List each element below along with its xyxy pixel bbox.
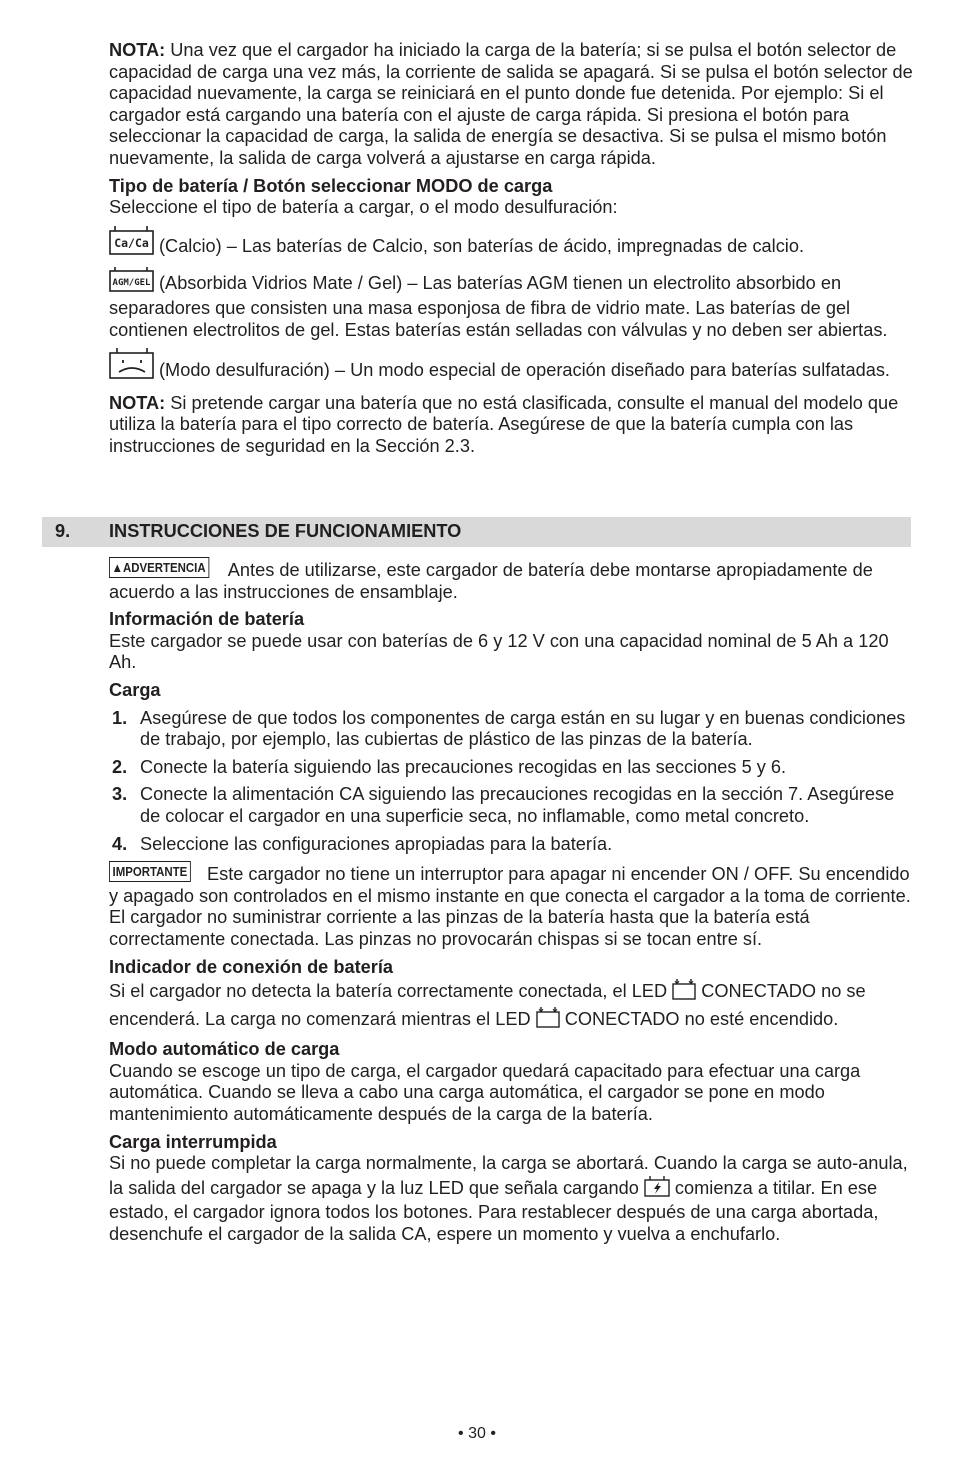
step-number: 2. xyxy=(112,756,128,777)
step-text: Conecte la batería siguiendo las precauciones recogidas en las secciones 5 y 6. xyxy=(140,756,787,777)
warning-tag xyxy=(109,557,209,578)
agm-gel-battery-icon xyxy=(109,266,155,298)
agm-item xyxy=(109,266,915,341)
important-text: Este cargador no tiene un interruptor para apagar ni encender ON / OFF. Su encendido y apagado son controlados en el mismo instante en que conecta el cargador a la toma de corriente. El cargador no suministrar corriente a las pinzas de la batería hasta que la batería está correctamente conectada. Las pinzas no provocarán chispas si se tocan entre sí. xyxy=(109,864,911,949)
calcium-item xyxy=(109,225,915,261)
step-text: Seleccione las configuraciones apropiadas para la batería. xyxy=(140,833,613,854)
battery-info-text: Este cargador se puede usar con baterías de 6 y 12 V con una capacidad nominal de 5 Ah a 120 Ah. xyxy=(109,630,889,673)
warning-tag-label: ADVERTENCIA xyxy=(122,560,206,575)
calcium-battery-icon xyxy=(109,225,155,261)
connection-text-c: CONECTADO no esté encendido. xyxy=(559,1008,839,1029)
interrupted-text-a: Si no puede completar la carga normalmente, la carga se abortará. Cuando la carga se auto-anula, la salida del cargador se apaga y la luz LED que señala cargando xyxy=(109,1153,908,1198)
connection-text xyxy=(109,978,915,1033)
warning-triangle-icon: ▲ xyxy=(111,560,123,575)
desulfation-battery-icon xyxy=(109,347,155,385)
important-paragraph xyxy=(109,861,915,950)
battery-type-intro: Seleccione el tipo de batería a cargar, o el modo desulfuración: xyxy=(109,197,618,218)
connection-text-b: CONECTADO no se encenderá. La carga no comenzará mientras el LED xyxy=(109,981,866,1029)
warning-text: Antes de utilizarse, este cargador de batería debe montarse apropiadamente de acuerdo a las instrucciones de ensamblaje. xyxy=(109,560,873,602)
desulfation-item xyxy=(109,347,915,385)
nota-text: Una vez que el cargador ha iniciado la carga de la batería; si se pulsa el botón selector de capacidad de carga una vez más, la corriente de salida se apagará. Si se pulsa el botón selector de capacidad nuevamente, la carga se reiniciará en el punto donde fue detenida. Por ejemplo: Si el cargador está cargando una batería con el ajuste de carga rápida. Si presiona el botón para seleccionar la capacidad de carga, la salida de energía se desactiva. Si se pulsa el mismo botón nuevamente, la salida de carga volverá a ajustarse en carga rápida. xyxy=(109,40,913,168)
battery-info-heading: Información de batería xyxy=(109,609,305,630)
charging-steps-list xyxy=(109,708,915,856)
interrupted-heading: Carga interrumpida xyxy=(109,1131,277,1152)
nota-label: NOTA: xyxy=(109,40,166,60)
important-tag: IMPORTANTE xyxy=(109,861,191,882)
step-number: 1. xyxy=(112,707,128,728)
interrupted-text xyxy=(109,1153,915,1245)
desulfation-text: (Modo desulfuración) – Un modo especial de operación diseñado para baterías sulfatadas. xyxy=(159,360,890,381)
warning-paragraph xyxy=(109,557,915,603)
step-number: 3. xyxy=(112,784,128,805)
step-text: Asegúrese de que todos los componentes de carga están en su lugar y en buenas condiciones de trabajo, por ejemplo, las cubiertas de plástico de las pinzas de la batería. xyxy=(140,707,906,750)
calcium-text: (Calcio) – Las baterías de Calcio, son baterías de ácido, impregnadas de calcio. xyxy=(159,235,804,256)
battery-type-heading: Tipo de batería / Botón seleccionar MODO de carga xyxy=(109,175,553,196)
list-item xyxy=(109,708,915,751)
upper-content xyxy=(109,40,915,464)
svg-text:Ca/Ca: Ca/Ca xyxy=(114,235,149,250)
connection-text-a: Si el cargador no detecta la batería correctamente conectada, el LED xyxy=(109,981,673,1002)
step-number: 4. xyxy=(112,833,128,854)
auto-mode-heading: Modo automático de carga xyxy=(109,1039,340,1060)
list-item xyxy=(109,834,915,856)
step-text: Conecte la alimentación CA siguiendo las precauciones recogidas en la sección 7. Asegúrese de colocar el cargador en una superficie seca, no inflamable, como metal concreto. xyxy=(140,784,895,826)
charging-heading: Carga xyxy=(109,679,161,700)
nota-text-2: Si pretende cargar una batería que no está clasificada, consulte el manual del modelo que utiliza la batería para el tipo correcto de batería. Asegúrese de que la batería cumpla con las instrucciones de seguridad en la Sección 2.3. xyxy=(109,392,899,456)
section-title: INSTRUCCIONES DE FUNCIONAMIENTO xyxy=(109,521,462,541)
svg-text:AGM/GEL: AGM/GEL xyxy=(112,278,151,289)
battery-connected-icon xyxy=(536,1006,560,1034)
interrupted-text-b: comienza a titilar. En ese estado, el cargador ignora todos los botones. Para restablecer después de una carga abortada, desenchufe el cargador de la salida CA, espere un momento y vuelva a enchufarlo. xyxy=(109,1177,879,1245)
agm-text: (Absorbida Vidrios Mate / Gel) – Las baterías AGM tienen un electrolito absorbido en separadores que consisten una masa esponjosa de fibra de vidrio mate. Las baterías de gel contienen electrolitos de gel. Estas baterías están selladas con válvulas y no deben ser abiertas. xyxy=(109,273,888,340)
battery-connected-icon xyxy=(672,978,696,1006)
connection-heading: Indicador de conexión de batería xyxy=(109,956,393,977)
section-number: 9. xyxy=(55,521,71,541)
nota-paragraph-1 xyxy=(109,40,915,170)
lower-content xyxy=(109,557,915,1252)
list-item xyxy=(109,757,915,779)
auto-mode-text: Cuando se escoge un tipo de carga, el cargador quedará capacitado para efectuar una carga automática. Cuando se lleva a cabo una carga automática, el cargador se pone en modo mantenimiento automáticamente después de la carga de la batería. xyxy=(109,1060,861,1125)
list-item xyxy=(109,784,915,827)
charging-led-icon xyxy=(644,1175,670,1203)
nota-label-2: NOTA: xyxy=(109,392,166,413)
nota-paragraph-2 xyxy=(109,393,915,458)
page-number: • 30 • xyxy=(458,1425,496,1442)
